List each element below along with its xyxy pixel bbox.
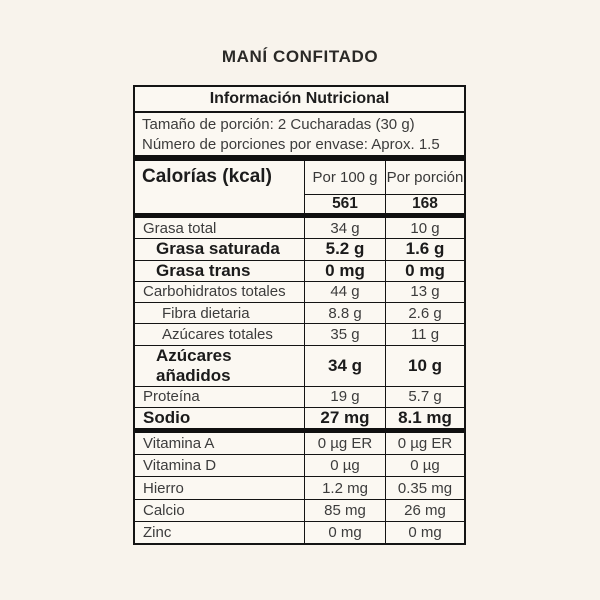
table-title: Información Nutricional <box>135 87 464 113</box>
nutrient-label: Sodio <box>135 408 305 428</box>
nutrient-label: Carbohidratos totales <box>135 282 305 302</box>
value-per-portion: 2.6 g <box>408 304 442 322</box>
value-per-portion: 0 mg <box>408 523 442 541</box>
micronutrient-rows <box>135 433 464 543</box>
value-per-100g: 8.8 g <box>305 303 386 323</box>
nutrient-label: Azúcares añadidos <box>135 346 305 386</box>
value-per-portion: 10 g <box>407 355 443 375</box>
value-per-portion: 0 µg ER <box>397 435 453 453</box>
value-per-100g: 0 µg ER <box>305 433 386 454</box>
micronutrient-row <box>135 500 464 522</box>
value-per-100g: 0 µg <box>305 455 386 476</box>
serving-size: Tamaño de porción: 2 Cucharadas (30 g) <box>142 116 415 133</box>
value-per-portion: 1.6 g <box>405 239 445 259</box>
micronutrient-row <box>135 522 464 543</box>
calories-section <box>135 161 464 213</box>
value-per-portion: 10 g <box>410 219 440 237</box>
micronutrient-row <box>135 455 464 477</box>
nutrient-row <box>135 261 464 282</box>
column-per-100g <box>305 161 386 213</box>
value-per-portion: 0 mg <box>405 260 445 280</box>
column-per-portion <box>386 161 464 213</box>
serving-info <box>135 113 464 155</box>
nutrient-label: Grasa total <box>135 218 305 238</box>
value-per-portion: 26 mg <box>404 501 446 519</box>
micronutrient-row <box>135 477 464 499</box>
value-per-100g: 19 g <box>305 387 386 407</box>
nutrient-row <box>135 346 464 387</box>
column-header-per-portion: Por porción <box>386 161 464 195</box>
nutrient-row <box>135 387 464 408</box>
micronutrient-row <box>135 433 464 455</box>
value-per-portion: 8.1 mg <box>398 407 452 427</box>
nutrient-label: Azúcares totales <box>135 324 305 344</box>
value-per-portion: 0 µg <box>410 457 440 475</box>
value-per-100g: 1.2 mg <box>305 477 386 498</box>
value-per-100g: 35 g <box>305 324 386 344</box>
value-per-100g: 34 g <box>305 218 386 238</box>
value-per-100g: 0 mg <box>305 522 386 543</box>
value-per-portion: 5.7 g <box>408 388 442 406</box>
calories-per-portion: 168 <box>412 195 438 212</box>
product-title: MANÍ CONFITADO <box>221 47 379 66</box>
nutrient-label: Grasa trans <box>135 261 305 281</box>
value-per-portion: 11 g <box>410 325 440 343</box>
value-per-portion: 13 g <box>410 283 440 301</box>
value-per-100g: 44 g <box>305 282 386 302</box>
servings-per-container: Número de porciones por envase: Aprox. 1.5 <box>142 136 440 153</box>
nutrient-row <box>135 303 464 324</box>
value-per-portion: 0.35 mg <box>397 479 453 497</box>
value-per-100g: 34 g <box>305 346 386 386</box>
nutrient-label: Fibra dietaria <box>135 303 305 323</box>
nutrient-row <box>135 282 464 303</box>
value-per-100g: 5.2 g <box>305 239 386 259</box>
value-per-100g: 85 mg <box>305 500 386 521</box>
micronutrient-label: Zinc <box>135 522 305 543</box>
micronutrient-label: Calcio <box>135 500 305 521</box>
nutrient-row <box>135 218 464 239</box>
column-header-per-100g: Por 100 g <box>305 161 385 195</box>
nutrient-label: Grasa saturada <box>135 239 305 259</box>
value-per-100g: 0 mg <box>305 261 386 281</box>
nutrient-row <box>135 408 464 428</box>
nutrition-facts-table <box>133 85 466 545</box>
calories-per-100g: 561 <box>332 195 358 212</box>
nutrient-label: Proteína <box>135 387 305 407</box>
micronutrient-label: Hierro <box>135 477 305 498</box>
micronutrient-label: Vitamina A <box>135 433 305 454</box>
nutrient-rows <box>135 218 464 428</box>
micronutrient-label: Vitamina D <box>135 455 305 476</box>
calories-label: Calorías (kcal) <box>135 161 305 213</box>
value-per-100g: 27 mg <box>305 408 386 428</box>
nutrient-row <box>135 324 464 345</box>
nutrient-row <box>135 239 464 260</box>
